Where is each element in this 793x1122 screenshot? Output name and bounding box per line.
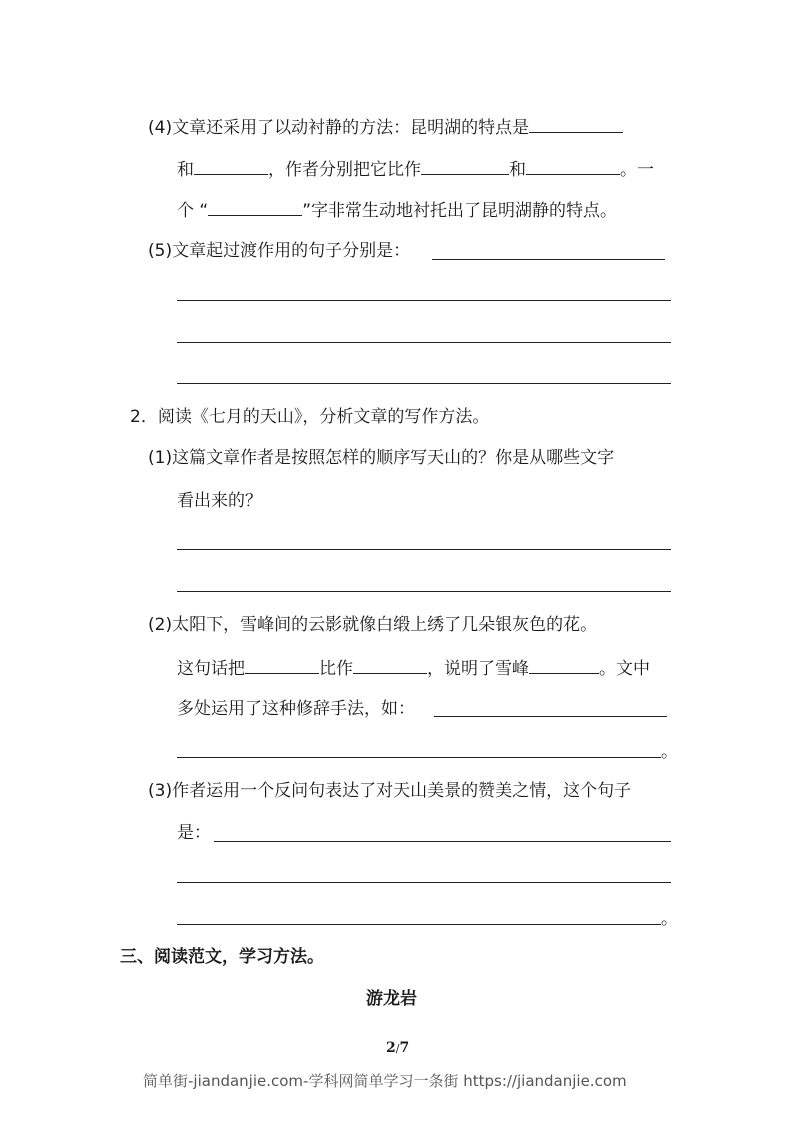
page-total: 7 [399, 1040, 410, 1056]
answer-line[interactable] [177, 882, 671, 883]
answer-line[interactable] [177, 924, 661, 925]
footer-link[interactable]: 简单街-jiandanjie.com-学科网简单学习一条街 https://jiandanjie.com [143, 1072, 627, 1090]
answer-blank[interactable] [529, 656, 599, 674]
question-2-2-line-2 [177, 656, 650, 680]
answer-line[interactable] [177, 383, 671, 384]
answer-line[interactable] [177, 300, 671, 301]
answer-line[interactable] [177, 591, 671, 592]
text-segment: 和 [509, 160, 526, 180]
essay-title: 游龙岩 [366, 989, 417, 1009]
question-2-2-line-3: 多处运用了这种修辞手法，如： [177, 699, 415, 719]
question-2-3-line-1: (3)作者运用一个反问句表达了对天山美景的赞美之情，这个句子 [148, 781, 632, 801]
text-segment: 。文中 [599, 659, 650, 679]
question-5-text: (5)文章起过渡作用的句子分别是： [148, 241, 411, 261]
answer-blank[interactable] [353, 656, 427, 674]
answer-line[interactable] [432, 259, 665, 260]
period: 。 [661, 742, 678, 762]
question-4-text: (4)文章还采用了以动衬静的方法：昆明湖的特点是 [148, 118, 530, 138]
question-2-1-line-2: 看出来的？ [177, 491, 262, 511]
period: 。 [661, 909, 678, 929]
section-3-title: 三、阅读范文，学习方法。 [120, 947, 324, 967]
question-2-1-line-1: (1)这篇文章作者是按照怎样的顺序写天山的？你是从哪些文字 [148, 448, 615, 468]
answer-line[interactable] [177, 549, 671, 550]
answer-line[interactable] [177, 757, 661, 758]
answer-blank[interactable] [421, 157, 509, 175]
answer-blank[interactable] [526, 157, 620, 175]
answer-blank[interactable] [194, 157, 268, 175]
text-segment: ”字非常生动地衬托出了昆明湖静的特点。 [302, 201, 618, 221]
question-5-line-1 [148, 240, 410, 262]
question-4-line-3 [177, 198, 617, 222]
answer-line[interactable] [177, 342, 671, 343]
text-segment: 这句话把 [177, 659, 245, 679]
question-4-line-1 [148, 115, 623, 139]
answer-blank[interactable] [529, 115, 623, 133]
question-2-3-line-2: 是： [177, 823, 211, 843]
text-segment: 比作 [319, 659, 353, 679]
answer-blank[interactable] [245, 656, 319, 674]
question-2-title: 2．阅读《七月的天山》，分析文章的写作方法。 [130, 407, 490, 427]
answer-blank[interactable] [208, 198, 302, 216]
answer-line[interactable] [214, 841, 671, 842]
answer-line[interactable] [434, 716, 667, 717]
page-separator: / [395, 1042, 400, 1055]
text-segment: 和 [177, 160, 194, 180]
text-segment: 。一 [620, 160, 654, 180]
text-segment: ，说明了雪峰 [427, 659, 529, 679]
question-4-line-2 [177, 157, 654, 181]
text-segment: ，作者分别把它比作 [268, 160, 421, 180]
question-2-2-line-1: (2)太阳下，雪峰间的云影就像白缎上绣了几朵银灰色的花。 [148, 615, 598, 635]
page-number [386, 1040, 409, 1056]
text-segment: 个 “ [177, 201, 209, 221]
page-current: 2 [386, 1040, 396, 1056]
